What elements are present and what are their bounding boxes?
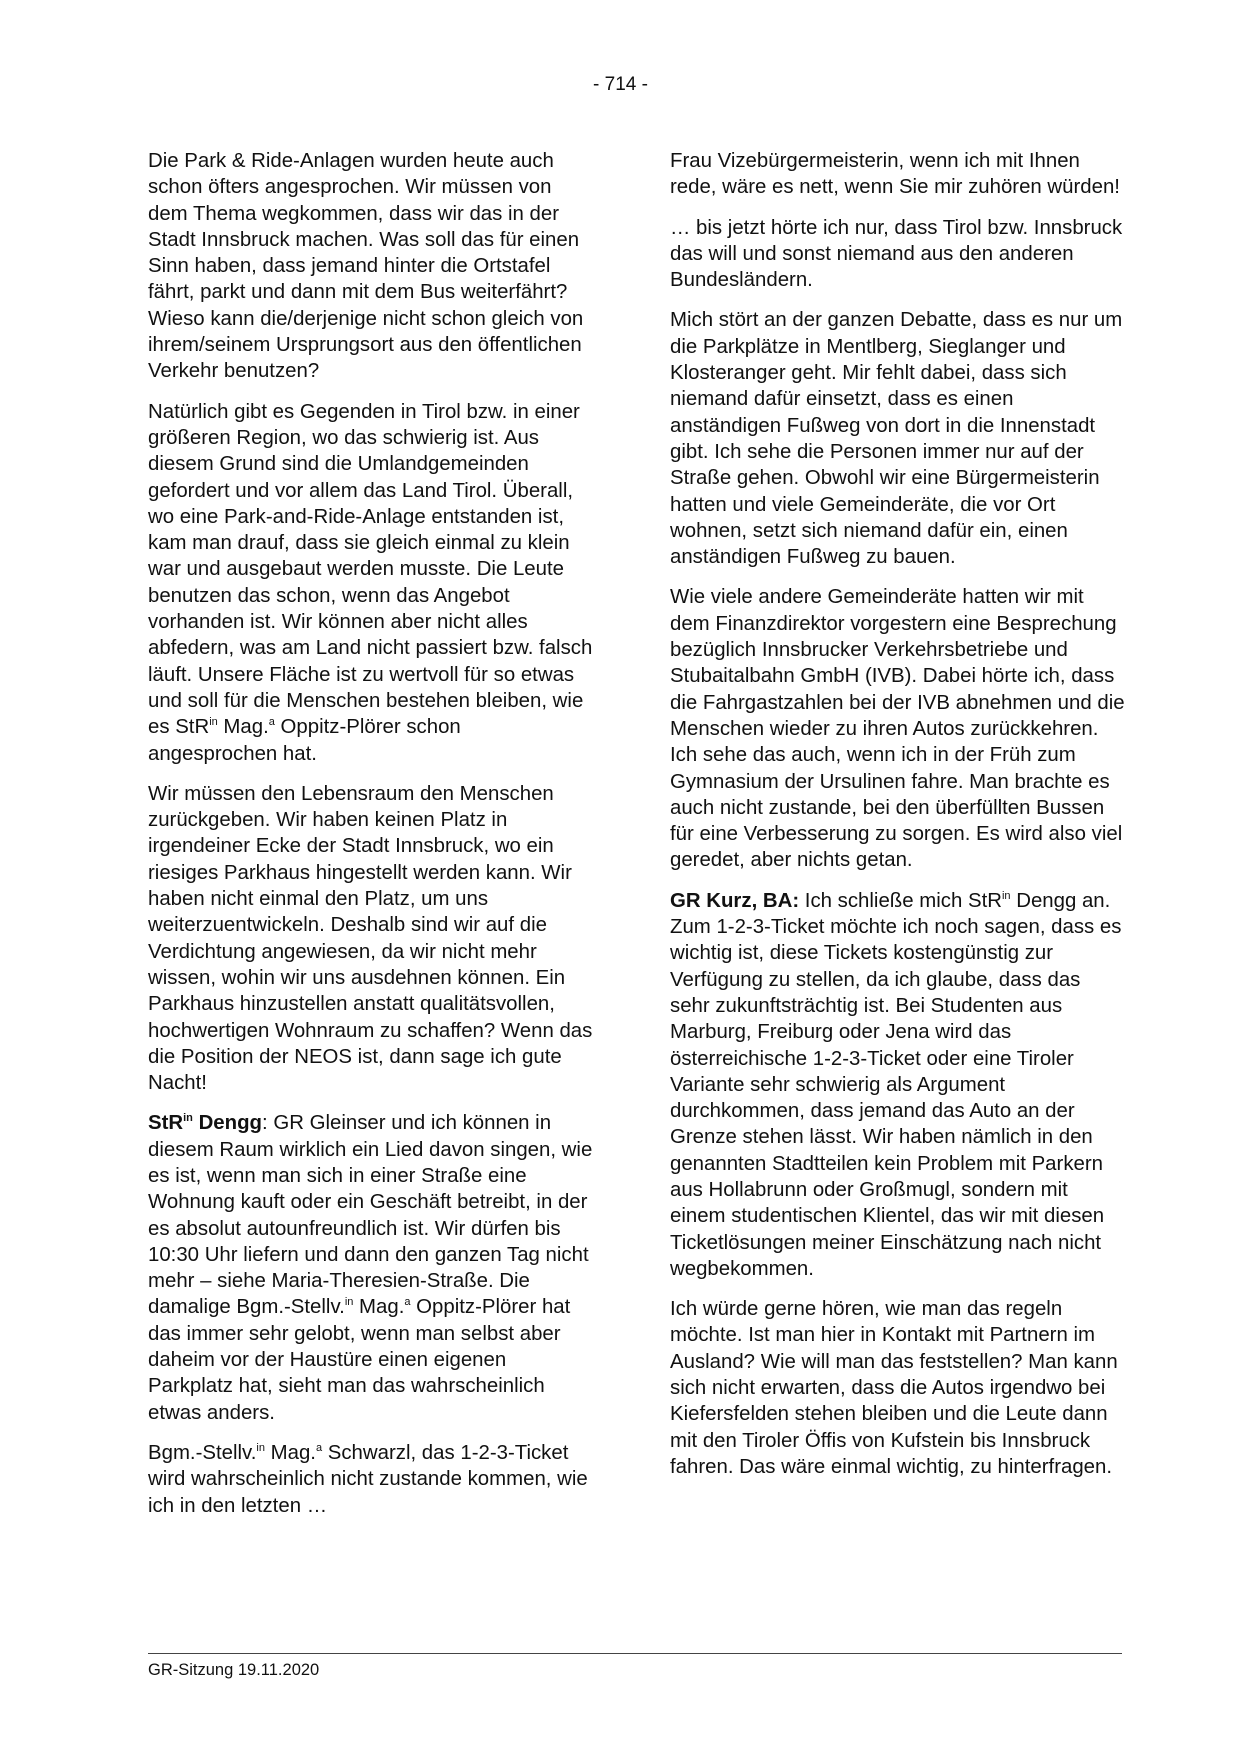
paragraph: Mich stört an der ganzen Debatte, dass es nur um die Parkplätze in Mentlberg, Sieglanger und Klosteranger geht. Mir fehlt dabei, dass sich niemand dafür einsetzt, dass es einen anständigen Fußweg von dort in die Innenstadt gibt. Ich sehe die Personen immer nur auf der Straße gehen. Obwohl wir eine Bürgermeisterin hatten und viele Gemeinderäte, die vor Ort wohnen, setzt sich niemand dafür ein, einen anständigen Fußweg zu bauen. xyxy=(670,309,1123,569)
speaker-name xyxy=(148,1112,262,1134)
paragraph: Frau Vizebürgermeisterin, wenn ich mit Ihnen rede, wäre es nett, wenn Sie mir zuhören würden! xyxy=(670,150,1120,199)
text-run: : GR Gleinser und ich können in diesem Raum wirklich ein Lied davon singen, wie es ist, wenn man sich in einer Straße eine Wohnung kauft oder ein Geschäft betreibt, in der es absolut autounfreundlich ist. Wir dürfen bis 10:30 Uhr liefern und dann den ganzen Tag nicht mehr – siehe Maria-Theresien-Straße. Die damalige Bgm.-Stellv. xyxy=(148,1112,593,1319)
superscript: in xyxy=(209,716,218,729)
paragraph xyxy=(148,1110,593,1426)
superscript: in xyxy=(1001,889,1011,902)
text-run: Oppitz-Plörer hat das immer sehr gelobt, wenn man selbst aber daheim vor der Haustüre einen eigenen Parkplatz hat, sieht man das wahrscheinlich etwas anders. xyxy=(148,1296,571,1424)
right-column xyxy=(670,148,1125,1494)
superscript: a xyxy=(315,1442,323,1455)
page-number: - 714 - xyxy=(593,74,648,95)
superscript: in xyxy=(183,1112,193,1125)
paragraph xyxy=(148,1440,593,1519)
text-run: Schwarzl, das 1-2-3-Ticket wird wahrscheinlich nicht zustande kommen, wie ich in den letzten … xyxy=(148,1441,588,1517)
footer-session-date: GR-Sitzung 19.11.2020 xyxy=(148,1661,320,1679)
paragraph: Ich würde gerne hören, wie man das regeln möchte. Ist man hier in Kontakt mit Partnern im Ausland? Wie will man das feststellen? Man kann sich nicht erwarten, dass die Autos irgendwo bei Kiefersfelden stehen bleiben und die Leute dann mit den Tiroler Öffis von Kufstein bis Innsbruck fahren. Das wäre einmal wichtig, zu hinterfragen. xyxy=(670,1298,1118,1478)
text-run: StR xyxy=(148,1112,184,1135)
text-run: Mag. xyxy=(264,1441,316,1464)
left-column xyxy=(148,148,593,1533)
text-run: Mag. xyxy=(217,716,269,739)
paragraph: … bis jetzt hörte ich nur, dass Tirol bzw. Innsbruck das will und sonst niemand aus den anderen Bundesländern. xyxy=(670,216,1123,292)
text-run: Mag. xyxy=(353,1296,405,1319)
superscript: a xyxy=(268,716,275,729)
paragraph: Wie viele andere Gemeinderäte hatten wir mit dem Finanzdirektor vorgestern eine Besprechung bezüglich Innsbrucker Verkehrsbetriebe und Stubaitalbahn GmbH (IVB). Dabei hörte ich, dass die Fahrgastzahlen bei der IVB abnehmen und die Menschen wieder zu ihren Autos zurückkehren. Ich sehe das auch, wenn ich in der Früh zum Gymnasium der Ursulinen fahre. Man brachte es auch nicht zustande, bei den überfüllten Bussen für eine Verbesserung zu sorgen. Es wird also viel geredet, aber nichts getan. xyxy=(670,586,1125,872)
text-run: Bgm.-Stellv. xyxy=(148,1441,257,1464)
superscript: in xyxy=(344,1296,354,1309)
paragraph xyxy=(148,399,593,767)
superscript: in xyxy=(256,1442,265,1455)
text-run: Dengg xyxy=(192,1112,263,1135)
text-run: Natürlich gibt es Gegenden in Tirol bzw. in einer größeren Region, wo das schwierig ist. Aus diesem Grund sind die Umlandgemeinden gefordert und vor allem das Land Tirol. Überall, wo eine Park-and-Ride-Anlage entstanden ist, kam man drauf, dass sie gleich einmal zu klein war und ausgebaut werden musste. Die Leute benutzen das schon, wenn das Angebot vorhanden ist. Wir können aber nicht alles abfedern, was am Land nicht passiert bzw. falsch läuft. Unsere Fläche ist zu wertvoll für so etwas und soll für die Menschen bestehen bleiben, wie es StR xyxy=(148,400,593,739)
paragraph: Wir müssen den Lebensraum den Menschen zurückgeben. Wir haben keinen Platz in irgendeiner Ecke der Stadt Innsbruck, wo ein riesiges Parkhaus hingestellt werden kann. Wir haben nicht einmal den Platz, um uns weiterzuentwickeln. Deshalb sind wir auf die Verdichtung angewiesen, da wir nicht mehr wissen, wohin wir uns ausdehnen können. Ein Parkhaus hinzustellen anstatt qualitätsvollen, hochwertigen Wohnraum zu schaffen? Wenn das die Position der NEOS ist, dann sage ich gute Nacht! xyxy=(148,782,593,1095)
speaker-name: GR Kurz, BA: xyxy=(670,889,800,912)
superscript: a xyxy=(404,1296,411,1309)
paragraph: Die Park & Ride-Anlagen wurden heute auch schon öfters angesprochen. Wir müssen von dem Thema wegkommen, dass wir das in der Stadt Innsbruck machen. Was soll das für einen Sinn haben, dass jemand hinter die Ortstafel fährt, parkt und dann mit dem Bus weiterfährt? Wieso kann die/derjenige nicht schon gleich von ihrem/seinem Ursprungsort aus den öffentlichen Verkehr benutzen? xyxy=(148,150,584,383)
paragraph xyxy=(670,888,1125,1282)
text-run: Dengg an. Zum 1-2-3-Ticket möchte ich noch sagen, dass es wichtig ist, diese Tickets kostengünstig zur Verfügung zu stellen, da ich glaube, dass das sehr zukunftsträchtig ist. Bei Studenten aus Marburg, Freiburg oder Jena wird das österreichische 1-2-3-Ticket oder eine Tiroler Variante sehr schwierig als Argument durchkommen, dass jemand das Auto an der Grenze stehen lässt. Wir haben nämlich in den genannten Stadtteilen kein Problem mit Parkern aus Hollabrunn oder Großmugl, sondern mit einem studentischen Klientel, das wir mit diesen Ticketlösungen meiner Einschätzung nach nicht wegbekommen. xyxy=(670,889,1122,1280)
footer-divider xyxy=(148,1653,1122,1654)
text-run: Oppitz-Plörer schon angesprochen hat. xyxy=(148,716,461,765)
text-run: Ich schließe mich StR xyxy=(799,889,1002,912)
